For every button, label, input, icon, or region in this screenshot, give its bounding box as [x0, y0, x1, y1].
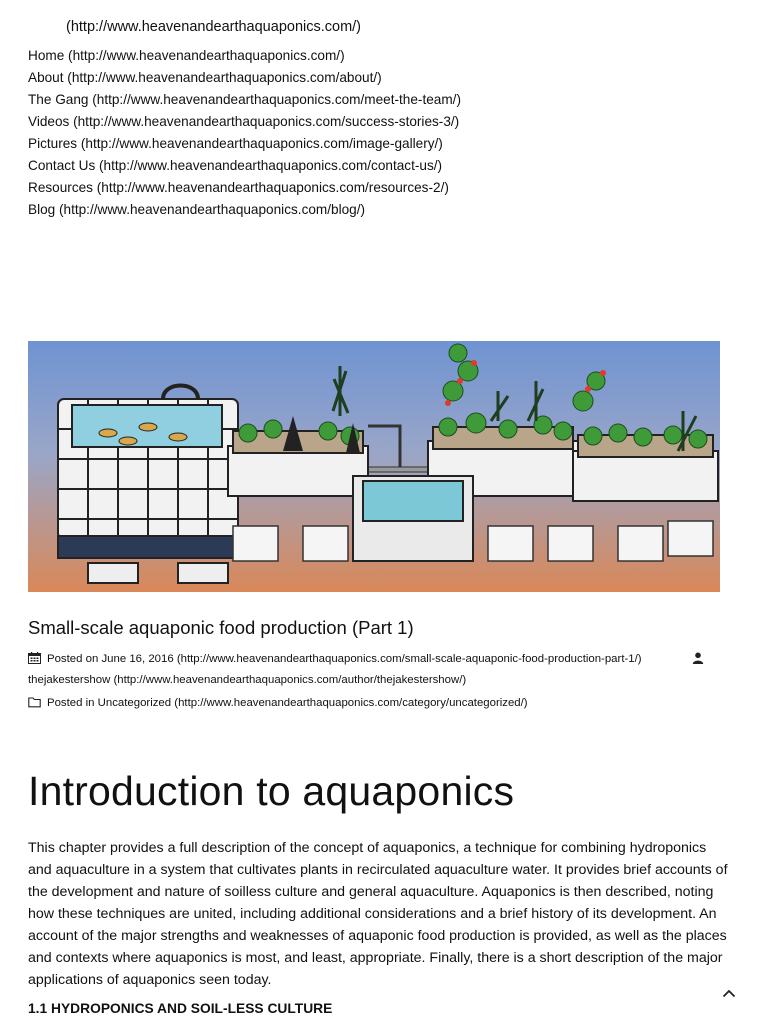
- nav-item-home[interactable]: Home (http://www.heavenandearthaquaponics.com/): [28, 48, 345, 63]
- post-date-text: Posted on June 16, 2016 (http://www.heavenandearthaquaponics.com/small-scale-aquaponic-food-production-part-1/): [47, 653, 642, 665]
- nav-item-the-gang[interactable]: The Gang (http://www.heavenandearthaquaponics.com/meet-the-team/): [28, 92, 461, 107]
- article-paragraph: This chapter provides a full description of the concept of aquaponics, a technique for combining hydroponics and aquaculture in a system that cultivates plants in recirculated aquaculture water. It provides brief accounts of the development and nature of soilless culture and general aquaculture. Aquaponics is then described, noting how these techniques are united, including additional considerations and a brief history of its development. An account of the major strengths and weaknesses of aquaponic food production is provided, as well as the places and contexts where aquaponics is most, and least, appropriate. Finally, there is a short description of the major applications of aquaponics seen today.: [28, 840, 728, 988]
- chevron-up-icon: [722, 989, 736, 998]
- post-category-meta[interactable]: [28, 696, 528, 709]
- post-category-text: Posted in Uncategorized (http://www.heavenandearthaquaponics.com/category/uncategorized/): [47, 697, 528, 709]
- nav-item-videos[interactable]: Videos (http://www.heavenandearthaquaponics.com/success-stories-3/): [28, 114, 460, 129]
- main-navigation: [28, 45, 461, 221]
- section-heading: 1.1 HYDROPONICS AND SOIL-LESS CULTURE: [28, 1001, 333, 1016]
- post-title-link[interactable]: Small-scale aquaponic food production (Part 1): [28, 617, 414, 638]
- article-heading: Introduction to aquaponics: [28, 768, 515, 814]
- post-author-link[interactable]: thejakestershow (http://www.heavenandearthaquaponics.com/author/thejakestershow/): [28, 674, 467, 686]
- user-icon: [692, 652, 704, 664]
- calendar-icon: [28, 652, 41, 664]
- featured-image[interactable]: [28, 341, 720, 592]
- folder-icon: [28, 696, 41, 708]
- nav-item-about[interactable]: About (http://www.heavenandearthaquaponics.com/about/): [28, 70, 382, 85]
- nav-item-contact-us[interactable]: Contact Us (http://www.heavenandearthaquaponics.com/contact-us/): [28, 158, 443, 173]
- scroll-to-top-button[interactable]: [718, 984, 740, 1002]
- site-home-link[interactable]: (http://www.heavenandearthaquaponics.com/): [66, 19, 362, 35]
- nav-item-pictures[interactable]: Pictures (http://www.heavenandearthaquaponics.com/image-gallery/): [28, 136, 443, 151]
- post-date-meta[interactable]: [28, 652, 642, 665]
- nav-item-blog[interactable]: Blog (http://www.heavenandearthaquaponics.com/blog/): [28, 202, 366, 217]
- nav-item-resources[interactable]: Resources (http://www.heavenandearthaquaponics.com/resources-2/): [28, 180, 449, 195]
- aquaponics-system-illustration: [28, 341, 720, 592]
